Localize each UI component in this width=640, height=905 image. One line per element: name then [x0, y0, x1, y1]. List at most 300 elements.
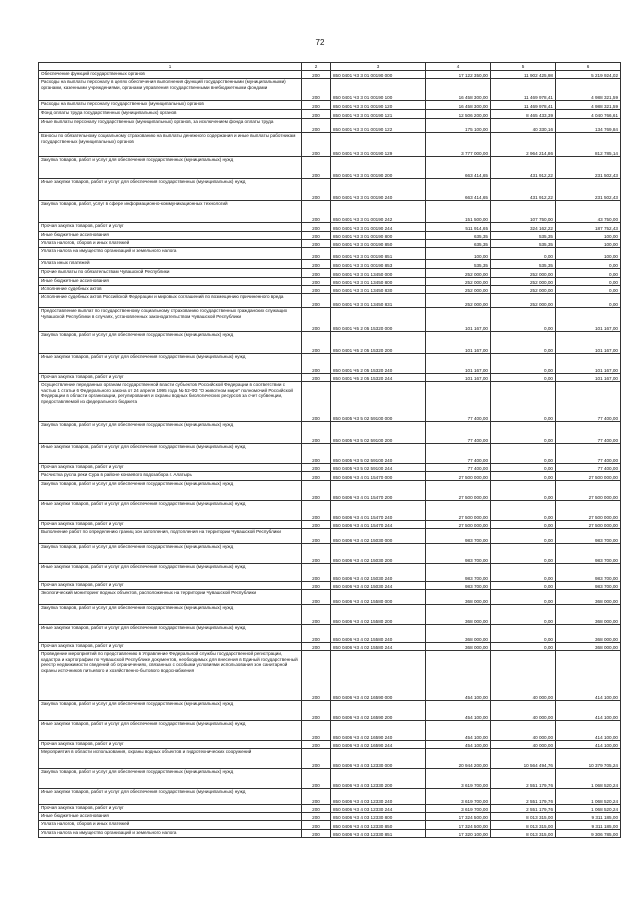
row-paid-cell: 107 750,00: [491, 201, 556, 223]
row-code-cell: 850 0401 Ч3 3 01 00190 851: [331, 248, 426, 260]
row-plan-cell: 3 619 700,00: [426, 769, 491, 789]
row-name-cell: Экологический мониторинг водных объектов, расположенных на территории Чувашской Республики: [39, 590, 302, 605]
row-rest-cell: 368 000,00: [556, 643, 621, 651]
row-plan-cell: 77 400,00: [426, 382, 491, 422]
row-paid-cell: 2 551 179,76: [491, 789, 556, 805]
row-rest-cell: 101 167,00: [556, 354, 621, 374]
row-plan-cell: 983 700,00: [426, 544, 491, 564]
header-cell: 3: [331, 63, 426, 71]
row-kvr-cell: 200: [302, 278, 331, 286]
table-row: [39, 422, 621, 444]
table-row: [39, 582, 621, 590]
row-paid-cell: 10 564 494,76: [491, 749, 556, 769]
row-rest-cell: 100,00: [556, 248, 621, 260]
row-plan-cell: 27 500 000,00: [426, 481, 491, 501]
table-row: [39, 354, 621, 374]
row-rest-cell: 101 167,00: [556, 374, 621, 382]
row-rest-cell: 4 988 321,59: [556, 101, 621, 110]
row-code-cell: 850 0401 Ч3 3 01 00190 129: [331, 133, 426, 157]
row-rest-cell: 27 500 000,00: [556, 481, 621, 501]
row-plan-cell: 454 100,00: [426, 721, 491, 741]
table-row: [39, 232, 621, 240]
row-rest-cell: 0,00: [556, 269, 621, 278]
row-paid-cell: 0,00: [491, 643, 556, 651]
row-plan-cell: 100,00: [426, 248, 491, 260]
row-rest-cell: 43 750,00: [556, 201, 621, 223]
row-paid-cell: 535,35: [491, 240, 556, 248]
table-row: [39, 464, 621, 472]
row-paid-cell: 40 000,00: [491, 701, 556, 721]
row-rest-cell: 368 000,00: [556, 605, 621, 625]
row-name-cell: Расчистка русла реки Сура в районе конаевого водозабора г. Алатырь: [39, 472, 302, 481]
row-paid-cell: 252 000,00: [491, 278, 556, 286]
row-paid-cell: 0,00: [491, 382, 556, 422]
row-code-cell: 850 0401 Ч5 2 05 15320 240: [331, 354, 426, 374]
table-row: [39, 605, 621, 625]
row-code-cell: 850 0401 Ч5 2 05 15320 200: [331, 332, 426, 354]
table-row: [39, 472, 621, 481]
row-code-cell: 850 0406 Ч3 4 03 12330 000: [331, 749, 426, 769]
row-code-cell: 850 0406 Ч3 4 02 15580 244: [331, 643, 426, 651]
row-name-cell: Прочая закупка товаров, работ и услуг: [39, 223, 302, 232]
table-row: [39, 133, 621, 157]
row-plan-cell: 511 914,65: [426, 223, 491, 232]
row-rest-cell: 414 100,00: [556, 721, 621, 741]
row-kvr-cell: 200: [302, 472, 331, 481]
row-kvr-cell: 200: [302, 805, 331, 813]
row-rest-cell: 9 311 185,00: [556, 813, 621, 821]
row-kvr-cell: 200: [302, 422, 331, 444]
row-plan-cell: 663 414,65: [426, 157, 491, 179]
row-name-cell: Расходы на выплаты персоналу в целях обеспечения выполнения функций государственными (муниципальными) органами, казенными учреждениями, органами управления государственными внебюджетными фондами: [39, 79, 302, 101]
row-name-cell: Исполнение судебных актов: [39, 286, 302, 294]
row-rest-cell: 77 400,00: [556, 444, 621, 464]
table-row: [39, 382, 621, 422]
row-paid-cell: 0,00: [491, 308, 556, 332]
row-kvr-cell: 200: [302, 625, 331, 643]
row-rest-cell: 414 100,00: [556, 741, 621, 749]
row-name-cell: Предоставление выплат по государственному социальному страхованию государственных гражданских служащих Чувашской Республики в случаях, установленных законодательством Чувашской Республики: [39, 308, 302, 332]
row-paid-cell: 8 013 315,00: [491, 821, 556, 830]
row-kvr-cell: 200: [302, 721, 331, 741]
row-name-cell: Прочая закупка товаров, работ и услуг: [39, 464, 302, 472]
table-row: [39, 269, 621, 278]
row-rest-cell: 9 311 185,00: [556, 821, 621, 830]
row-rest-cell: 0,00: [556, 294, 621, 308]
row-paid-cell: 40 000,00: [491, 651, 556, 701]
row-code-cell: 850 0401 Ч3 3 01 00190 100: [331, 79, 426, 101]
row-code-cell: 850 0406 Ч3 4 01 15470 244: [331, 521, 426, 529]
row-plan-cell: 368 000,00: [426, 625, 491, 643]
table-row: [39, 110, 621, 119]
row-kvr-cell: 200: [302, 332, 331, 354]
row-rest-cell: 101 167,00: [556, 308, 621, 332]
row-rest-cell: 1 068 520,24: [556, 769, 621, 789]
row-plan-cell: 252 000,00: [426, 278, 491, 286]
row-code-cell: 850 0405 Ч3 5 02 59100 244: [331, 464, 426, 472]
row-name-cell: Прочая закупка товаров, работ и услуг: [39, 643, 302, 651]
row-plan-cell: 101 167,00: [426, 308, 491, 332]
row-kvr-cell: 200: [302, 382, 331, 422]
row-code-cell: 850 0406 Ч3 4 03 12330 850: [331, 821, 426, 830]
row-paid-cell: 252 000,00: [491, 286, 556, 294]
row-code-cell: 850 0401 Ч3 3 01 13450 831: [331, 294, 426, 308]
table-row: [39, 769, 621, 789]
table-row: [39, 529, 621, 544]
row-kvr-cell: 200: [302, 749, 331, 769]
row-rest-cell: 1 068 520,24: [556, 805, 621, 813]
budget-table: [38, 62, 621, 838]
row-plan-cell: 12 506 200,00: [426, 110, 491, 119]
row-code-cell: 850 0401 Ч3 3 01 00190 800: [331, 232, 426, 240]
row-plan-cell: 151 500,00: [426, 201, 491, 223]
row-plan-cell: 20 944 200,00: [426, 749, 491, 769]
row-code-cell: 850 0406 Ч3 4 02 15030 200: [331, 544, 426, 564]
row-code-cell: 850 0406 Ч3 4 01 15470 240: [331, 501, 426, 521]
table-row: [39, 701, 621, 721]
row-kvr-cell: 200: [302, 529, 331, 544]
row-code-cell: 850 0401 Ч3 3 01 00190 244: [331, 223, 426, 232]
table-row: [39, 278, 621, 286]
row-name-cell: Осуществление переданных органам государственной власти субъектов Российской Федерации в соответствии с частью 1 статьи 6 Федерального закона от 24 апреля 1995 года № 52-ФЗ "О животном мире" полномочий Российской Федерации в области организации, регулирования и охраны водных биологических ресурсов за счет субвенции, предоставляемой из федерального бюджета: [39, 382, 302, 422]
row-kvr-cell: 200: [302, 651, 331, 701]
row-code-cell: 850 0401 Ч3 3 01 00190 200: [331, 157, 426, 179]
row-code-cell: 850 0401 Ч3 3 01 00190 120: [331, 101, 426, 110]
row-name-cell: Уплата иных платежей: [39, 260, 302, 269]
row-paid-cell: 0,00: [491, 590, 556, 605]
row-code-cell: 850 0406 Ч3 4 03 12330 244: [331, 805, 426, 813]
row-name-cell: Иные закупки товаров, работ и услуг для обеспечения государственных (муниципальных) нужд: [39, 354, 302, 374]
header-cell: 4: [426, 63, 491, 71]
row-plan-cell: 101 167,00: [426, 354, 491, 374]
row-plan-cell: 368 000,00: [426, 605, 491, 625]
table-row: [39, 813, 621, 821]
row-kvr-cell: 200: [302, 374, 331, 382]
row-name-cell: Закупка товаров, работ и услуг для обеспечения государственных (муниципальных) нужд: [39, 481, 302, 501]
row-plan-cell: 983 700,00: [426, 529, 491, 544]
row-plan-cell: 252 000,00: [426, 286, 491, 294]
row-name-cell: Закупка товаров, работ и услуг для обеспечения государственных (муниципальных) нужд: [39, 332, 302, 354]
row-name-cell: Прочая закупка товаров, работ и услуг: [39, 521, 302, 529]
table-row: [39, 79, 621, 101]
row-plan-cell: 663 414,65: [426, 179, 491, 201]
row-code-cell: 850 0406 Ч3 4 01 15470 200: [331, 481, 426, 501]
row-paid-cell: 0,00: [491, 332, 556, 354]
row-name-cell: Иные закупки товаров, работ и услуг для обеспечения государственных (муниципальных) нужд: [39, 564, 302, 582]
table-row: [39, 643, 621, 651]
row-plan-cell: 27 500 000,00: [426, 472, 491, 481]
row-rest-cell: 368 000,00: [556, 625, 621, 643]
row-code-cell: 850 0401 Ч3 3 01 00190 853: [331, 260, 426, 269]
row-name-cell: Закупка товаров, работ и услуг для обеспечения государственных (муниципальных) нужд: [39, 605, 302, 625]
row-kvr-cell: 200: [302, 830, 331, 838]
row-kvr-cell: 200: [302, 564, 331, 582]
row-name-cell: Уплата налога на имущество организаций и земельного налога: [39, 248, 302, 260]
row-code-cell: 850 0406 Ч3 4 03 12330 851: [331, 830, 426, 838]
row-kvr-cell: 200: [302, 110, 331, 119]
table-row: [39, 481, 621, 501]
row-name-cell: Иные закупки товаров, работ и услуг для обеспечения государственных (муниципальных) нужд: [39, 789, 302, 805]
row-code-cell: 850 0401 Ч5 2 05 15320 000: [331, 308, 426, 332]
row-paid-cell: 11 902 425,98: [491, 71, 556, 79]
row-kvr-cell: 200: [302, 101, 331, 110]
table-row: [39, 101, 621, 110]
row-rest-cell: 77 400,00: [556, 464, 621, 472]
row-plan-cell: 454 100,00: [426, 651, 491, 701]
row-plan-cell: 16 458 300,00: [426, 79, 491, 101]
header-cell: 5: [491, 63, 556, 71]
row-paid-cell: 0,00: [491, 529, 556, 544]
row-code-cell: 850 0401 Ч3 3 01 00190 000: [331, 71, 426, 79]
row-plan-cell: 175 100,00: [426, 119, 491, 133]
row-kvr-cell: 200: [302, 240, 331, 248]
row-name-cell: Иные закупки товаров, работ и услуг для обеспечения государственных (муниципальных) нужд: [39, 179, 302, 201]
row-kvr-cell: 200: [302, 119, 331, 133]
row-code-cell: 850 0406 Ч3 4 02 15030 244: [331, 582, 426, 590]
row-kvr-cell: 200: [302, 269, 331, 278]
table-row: [39, 374, 621, 382]
row-name-cell: Иные бюджетные ассигнования: [39, 278, 302, 286]
row-name-cell: Уплата налога на имущество организаций и земельного налога: [39, 830, 302, 838]
table-row: [39, 71, 621, 79]
row-rest-cell: 0,00: [556, 286, 621, 294]
table-row: [39, 223, 621, 232]
table-row: [39, 521, 621, 529]
row-paid-cell: 0,00: [491, 544, 556, 564]
row-kvr-cell: 200: [302, 354, 331, 374]
table-row: [39, 179, 621, 201]
row-rest-cell: 0,00: [556, 278, 621, 286]
row-code-cell: 850 0406 Ч3 4 03 12330 240: [331, 789, 426, 805]
table-row: [39, 625, 621, 643]
row-plan-cell: 635,35: [426, 232, 491, 240]
row-kvr-cell: 200: [302, 201, 331, 223]
row-rest-cell: 983 700,00: [556, 544, 621, 564]
row-code-cell: 850 0406 Ч3 4 02 16590 000: [331, 651, 426, 701]
row-code-cell: 850 0401 Ч3 3 01 00190 121: [331, 110, 426, 119]
row-code-cell: 850 0405 Ч3 5 02 59100 200: [331, 422, 426, 444]
row-name-cell: Расходы на выплаты персоналу государственных (муниципальных) органов: [39, 101, 302, 110]
table-row: [39, 248, 621, 260]
row-paid-cell: 2 551 179,76: [491, 769, 556, 789]
row-plan-cell: 983 700,00: [426, 582, 491, 590]
row-rest-cell: 27 500 000,00: [556, 501, 621, 521]
row-code-cell: 850 0401 Ч3 3 01 00190 122: [331, 119, 426, 133]
table-row: [39, 332, 621, 354]
row-rest-cell: 9 306 785,00: [556, 830, 621, 838]
row-plan-cell: 454 100,00: [426, 741, 491, 749]
row-name-cell: Иные бюджетные ассигнования: [39, 813, 302, 821]
row-kvr-cell: 200: [302, 605, 331, 625]
row-plan-cell: 101 167,00: [426, 374, 491, 382]
row-plan-cell: 16 458 300,00: [426, 101, 491, 110]
row-rest-cell: 100,00: [556, 232, 621, 240]
row-plan-cell: 635,35: [426, 240, 491, 248]
header-cell: 2: [302, 63, 331, 71]
row-kvr-cell: 200: [302, 643, 331, 651]
table-row: [39, 830, 621, 838]
row-rest-cell: 77 400,00: [556, 422, 621, 444]
row-code-cell: 850 0406 Ч3 4 02 15580 200: [331, 605, 426, 625]
row-rest-cell: 100,00: [556, 240, 621, 248]
row-kvr-cell: 200: [302, 223, 331, 232]
row-paid-cell: 0,00: [491, 444, 556, 464]
row-code-cell: 850 0401 Ч3 3 01 13450 000: [331, 269, 426, 278]
row-paid-cell: 0,00: [491, 625, 556, 643]
row-paid-cell: 0,00: [491, 582, 556, 590]
table-row: [39, 564, 621, 582]
row-code-cell: 850 0406 Ч3 4 02 15030 240: [331, 564, 426, 582]
row-kvr-cell: 200: [302, 248, 331, 260]
table-row: [39, 286, 621, 294]
row-code-cell: 850 0406 Ч3 4 02 16590 244: [331, 741, 426, 749]
row-name-cell: Обеспечение функций государственных органов: [39, 71, 302, 79]
row-kvr-cell: 200: [302, 789, 331, 805]
row-paid-cell: 2 551 179,76: [491, 805, 556, 813]
row-name-cell: Закупка товаров, работ и услуг для обеспечения государственных (муниципальных) нужд: [39, 422, 302, 444]
row-name-cell: Прочая закупка товаров, работ и услуг: [39, 805, 302, 813]
row-rest-cell: 368 000,00: [556, 590, 621, 605]
row-kvr-cell: 200: [302, 501, 331, 521]
row-name-cell: Иные бюджетные ассигнования: [39, 232, 302, 240]
row-paid-cell: 252 000,00: [491, 294, 556, 308]
row-rest-cell: 414 100,00: [556, 651, 621, 701]
table-row: [39, 749, 621, 769]
row-kvr-cell: 200: [302, 79, 331, 101]
row-plan-cell: 27 500 000,00: [426, 501, 491, 521]
row-rest-cell: 10 379 705,24: [556, 749, 621, 769]
row-rest-cell: 77 400,00: [556, 382, 621, 422]
row-paid-cell: 0,00: [491, 472, 556, 481]
table-row: [39, 741, 621, 749]
row-code-cell: 850 0401 Ч3 3 01 13450 800: [331, 278, 426, 286]
row-paid-cell: 0,00: [491, 481, 556, 501]
row-plan-cell: 3 777 000,00: [426, 133, 491, 157]
row-paid-cell: 0,00: [491, 464, 556, 472]
row-paid-cell: 8 013 315,00: [491, 813, 556, 821]
row-kvr-cell: 200: [302, 157, 331, 179]
row-name-cell: Фонд оплаты труда государственных (муниципальных) органов: [39, 110, 302, 119]
row-kvr-cell: 200: [302, 821, 331, 830]
row-code-cell: 850 0401 Ч5 2 05 15320 244: [331, 374, 426, 382]
row-kvr-cell: 200: [302, 741, 331, 749]
table-row: [39, 789, 621, 805]
row-paid-cell: 0,00: [491, 501, 556, 521]
row-paid-cell: 0,00: [491, 605, 556, 625]
row-kvr-cell: 200: [302, 260, 331, 269]
table-row: [39, 294, 621, 308]
table-row: [39, 240, 621, 248]
row-rest-cell: 27 500 000,00: [556, 472, 621, 481]
row-code-cell: 850 0406 Ч3 4 02 16590 200: [331, 701, 426, 721]
row-name-cell: Иные закупки товаров, работ и услуг для обеспечения государственных (муниципальных) нужд: [39, 444, 302, 464]
row-paid-cell: 252 000,00: [491, 269, 556, 278]
row-code-cell: 850 0406 Ч3 4 02 16590 240: [331, 721, 426, 741]
row-plan-cell: 101 167,00: [426, 332, 491, 354]
row-paid-cell: 8 465 433,39: [491, 110, 556, 119]
row-name-cell: Прочие выплаты по обязательствам Чувашской Республики: [39, 269, 302, 278]
row-paid-cell: 0,00: [491, 354, 556, 374]
row-name-cell: Исполнение судебных актов Российской Федерации и мировых соглашений по возмещению причиненного вреда: [39, 294, 302, 308]
row-kvr-cell: 200: [302, 769, 331, 789]
row-rest-cell: 187 752,43: [556, 223, 621, 232]
row-plan-cell: 77 400,00: [426, 464, 491, 472]
table-row: [39, 721, 621, 741]
row-paid-cell: 431 912,22: [491, 157, 556, 179]
table-row: [39, 119, 621, 133]
row-name-cell: Закупка товаров, работ и услуг для обеспечения государственных (муниципальных) нужд: [39, 769, 302, 789]
row-plan-cell: 27 500 000,00: [426, 521, 491, 529]
row-rest-cell: 983 700,00: [556, 564, 621, 582]
row-kvr-cell: 200: [302, 582, 331, 590]
table-row: [39, 308, 621, 332]
row-paid-cell: 0,00: [491, 521, 556, 529]
row-rest-cell: 0,00: [556, 260, 621, 269]
row-name-cell: Закупка товаров, работ и услуг для обеспечения государственных (муниципальных) нужд: [39, 157, 302, 179]
row-paid-cell: 0,00: [491, 374, 556, 382]
row-kvr-cell: 200: [302, 294, 331, 308]
row-rest-cell: 27 500 000,00: [556, 521, 621, 529]
row-kvr-cell: 200: [302, 444, 331, 464]
row-plan-cell: 983 700,00: [426, 564, 491, 582]
row-rest-cell: 4 040 766,61: [556, 110, 621, 119]
row-paid-cell: 535,35: [491, 232, 556, 240]
row-paid-cell: 8 013 315,00: [491, 830, 556, 838]
row-paid-cell: 40 330,16: [491, 119, 556, 133]
row-name-cell: Иные закупки товаров, работ и услуг для обеспечения государственных (муниципальных) нужд: [39, 501, 302, 521]
row-code-cell: 850 0401 Ч3 3 01 00190 240: [331, 179, 426, 201]
row-paid-cell: 0,00: [491, 564, 556, 582]
row-rest-cell: 1 068 520,24: [556, 789, 621, 805]
row-name-cell: Выполнение работ по определению границ зон затопления, подтопления на территории Чувашской Республики: [39, 529, 302, 544]
row-code-cell: 850 0406 Ч3 4 03 12330 800: [331, 813, 426, 821]
row-name-cell: Закупка товаров, работ и услуг для обеспечения государственных (муниципальных) нужд: [39, 544, 302, 564]
row-rest-cell: 414 100,00: [556, 701, 621, 721]
row-code-cell: 850 0406 Ч3 4 02 15580 000: [331, 590, 426, 605]
row-plan-cell: 454 100,00: [426, 701, 491, 721]
row-paid-cell: 40 000,00: [491, 741, 556, 749]
row-code-cell: 850 0405 Ч3 5 02 59100 000: [331, 382, 426, 422]
table-row: [39, 590, 621, 605]
row-code-cell: 850 0406 Ч3 4 03 12330 200: [331, 769, 426, 789]
row-code-cell: 850 0401 Ч3 3 01 13450 830: [331, 286, 426, 294]
table-row: [39, 651, 621, 701]
row-name-cell: Проведение мероприятий по представлению в Управление Федеральной службы государственной регистрации, кадастра и картографии по Чувашской Республике документов, необходимых для внесения в Единый государственный реестр недвижимости сведений об ограничениях, связанных с особыми условиями использования зон санитарной охраны источников питьевого и хозяйственно-бытового водоснабжения: [39, 651, 302, 701]
row-plan-cell: 252 000,00: [426, 294, 491, 308]
row-kvr-cell: 200: [302, 813, 331, 821]
row-kvr-cell: 200: [302, 133, 331, 157]
row-name-cell: Уплата налогов, сборов и иных платежей: [39, 240, 302, 248]
table-header-row: [39, 63, 621, 71]
row-code-cell: 850 0401 Ч3 3 01 00190 242: [331, 201, 426, 223]
row-plan-cell: 3 619 700,00: [426, 789, 491, 805]
row-paid-cell: 11 469 978,41: [491, 79, 556, 101]
row-plan-cell: 368 000,00: [426, 590, 491, 605]
row-kvr-cell: 200: [302, 232, 331, 240]
row-paid-cell: 0,00: [491, 422, 556, 444]
row-rest-cell: 134 769,84: [556, 119, 621, 133]
row-kvr-cell: 200: [302, 179, 331, 201]
row-paid-cell: 431 912,22: [491, 179, 556, 201]
row-name-cell: Закупка товаров, работ, услуг в сфере информационно-коммуникационных технологий: [39, 201, 302, 223]
row-kvr-cell: 200: [302, 590, 331, 605]
table-row: [39, 544, 621, 564]
table-row: [39, 201, 621, 223]
row-name-cell: Иные выплаты персоналу государственных (муниципальных) органов, за исключением фонда оплаты труда: [39, 119, 302, 133]
row-name-cell: Прочая закупка товаров, работ и услуг: [39, 374, 302, 382]
row-code-cell: 850 0401 Ч3 3 01 00190 850: [331, 240, 426, 248]
row-rest-cell: 5 219 924,02: [556, 71, 621, 79]
